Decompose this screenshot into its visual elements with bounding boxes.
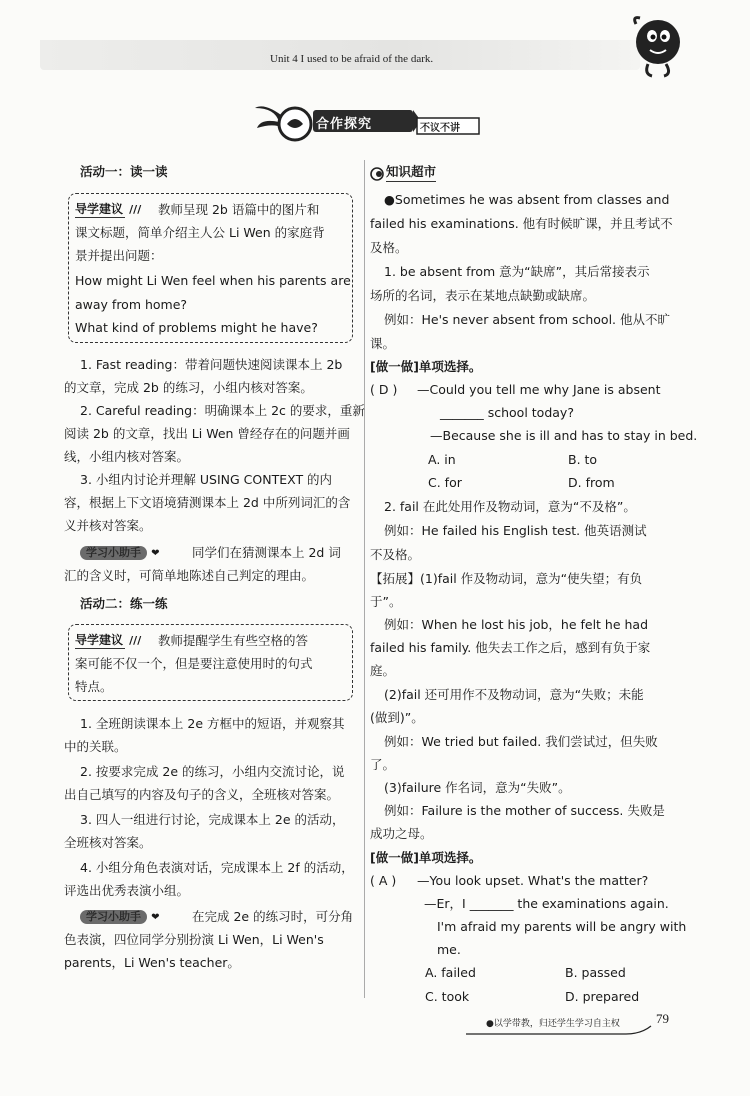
ext-line: (做到)”。 — [370, 710, 424, 725]
heart-icon: ❤ — [151, 548, 160, 559]
question-line: _______ school today? — [440, 405, 574, 420]
intro-line: failed his examinations. 他有时候旷课，并且考试不 — [370, 216, 673, 231]
page-number: 79 — [656, 1011, 669, 1026]
step-line: 阅读 2b 的文章，找出 Li Wen 曾经存在的问题并画 — [64, 426, 350, 441]
footer-slogan: ●以学带教，归还学生学习自主权 — [486, 1019, 620, 1029]
helper1-line: 汇的含义时，可简单地陈述自己判定的理由。 — [64, 568, 315, 583]
question-text: —You look upset. What's the matter? — [417, 873, 649, 888]
activity1-title: 活动一：读一读 — [80, 164, 168, 179]
question-line: —Because she is ill and has to stay in bed. — [430, 428, 698, 443]
step-line: 2. Careful reading：明确课本上 2c 的要求，重新 — [80, 403, 365, 418]
option-a: A. in — [428, 452, 456, 467]
box2-line: 特点。 — [75, 679, 113, 694]
column-divider — [364, 160, 365, 998]
helper-tag-1: 学习小助手 — [80, 546, 147, 560]
box1-line: 景并提出问题： — [75, 248, 163, 263]
exercise-heading: [做一做]单项选择。 — [370, 359, 482, 374]
box1-line: away from home? — [75, 297, 188, 312]
helper1-line: 同学们在猜测课本上 2d 词 — [192, 545, 341, 560]
question-line: —Er，I _______ the examinations again. — [424, 896, 669, 911]
mascot-icon — [630, 12, 686, 80]
p1-line: 1. be absent from 意为“缺席”，其后常接表示 — [384, 264, 650, 279]
option-d: D. from — [568, 475, 615, 490]
option-d: D. prepared — [565, 989, 640, 1004]
helper2-line: 在完成 2e 的练习时，可分角 — [192, 909, 354, 924]
step-line: 评选出优秀表演小组。 — [64, 883, 190, 898]
helper-tag-2: 学习小助手 — [80, 910, 147, 924]
box1-line: 课文标题，简单介绍主人公 Li Wen 的家庭背 — [75, 225, 325, 240]
option-b: B. passed — [565, 965, 626, 980]
guide-tag-1: 导学建议 — [75, 202, 124, 216]
step-line: 4. 小组分角色表演对话，完成课本上 2f 的活动， — [80, 860, 354, 875]
p1-line: 场所的名词，表示在某地点缺勤或缺席。 — [370, 288, 596, 303]
step-line: 全班核对答案。 — [64, 835, 152, 850]
answer-mark: ( A ) — [370, 873, 397, 888]
ext-line: (2)fail 还可用作不及物动词，意为“失败；未能 — [384, 687, 644, 702]
step-line: 3. 小组内讨论并理解 USING CONTEXT 的内 — [80, 472, 333, 487]
helper2-line: parents，Li Wen's teacher。 — [64, 955, 240, 970]
banner-label: 合作探究 — [316, 117, 373, 132]
p2-line: 2. fail 在此处用作及物动词，意为“不及格”。 — [384, 499, 636, 514]
slash-icon: /// — [129, 203, 142, 216]
option-c: C. for — [428, 475, 462, 490]
ext-line: (3)failure 作名词，意为“失败”。 — [384, 780, 571, 795]
question-line: I'm afraid my parents will be angry with — [437, 919, 687, 934]
ext-line: 例如：When he lost his job，he felt he had — [384, 617, 649, 632]
ext-line: failed his family. 他失去工作之后，感到有负于家 — [370, 640, 651, 655]
ext-line: 成功之母。 — [370, 826, 433, 841]
p2-line: 不及格。 — [370, 547, 421, 562]
question-line: me. — [437, 942, 461, 957]
helper2-line: 色表演，四位同学分别扮演 Li Wen，Li Wen's — [64, 932, 324, 947]
ext-line: 例如：Failure is the mother of success. 失败是 — [384, 803, 665, 818]
ext-line: 【拓展】(1)fail 作及物动词，意为“使失望；有负 — [370, 571, 643, 586]
ext-line: 于”。 — [370, 594, 402, 609]
step-line: 出自己填写的内容及句子的含义，全班核对答案。 — [64, 787, 340, 802]
step-line: 2. 按要求完成 2e 的练习，小组内交流讨论，说 — [80, 764, 345, 779]
ext-line: 庭。 — [370, 663, 396, 678]
option-c: C. took — [425, 989, 470, 1004]
step-line: 1. 全班朗读课本上 2e 方框中的短语，并观察其 — [80, 716, 345, 731]
ext-line: 了。 — [370, 757, 396, 772]
guide-tag-2: 导学建议 — [75, 633, 124, 647]
section-title: 知识超市 — [386, 163, 436, 182]
unit-title: Unit 4 I used to be afraid of the dark. — [270, 53, 434, 65]
p1-line: 例如：He's never absent from school. 他从不旷 — [384, 312, 671, 327]
slash-icon: /// — [129, 634, 142, 647]
heart-icon: ❤ — [151, 912, 160, 923]
box1-line: How might Li Wen feel when his parents are — [75, 273, 351, 288]
step-line: 义并核对答案。 — [64, 518, 152, 533]
box2-line: 案可能不仅一个，但是要注意使用时的句式 — [75, 656, 313, 671]
box1-line: 教师呈现 2b 语篇中的图片和 — [158, 202, 320, 217]
answer-mark: ( D ) — [370, 382, 398, 397]
option-b: B. to — [568, 452, 598, 467]
ext-line: 例如：We tried but failed. 我们尝试过，但失败 — [384, 734, 658, 749]
step-line: 3. 四人一组进行讨论，完成课本上 2e 的活动， — [80, 812, 345, 827]
intro-line: 及格。 — [370, 240, 408, 255]
question-text: —Could you tell me why Jane is absent — [417, 382, 661, 397]
option-a: A. failed — [425, 965, 476, 980]
p2-line: 例如：He failed his English test. 他英语测试 — [384, 523, 647, 538]
p1-line: 课。 — [370, 336, 396, 351]
intro-line: ●Sometimes he was absent from classes and — [384, 192, 670, 207]
step-line: 的文章，完成 2b 的练习，小组内核对答案。 — [64, 380, 313, 395]
activity2-title: 活动二：练一练 — [80, 596, 168, 611]
step-line: 1. Fast reading：带着问题快速阅读课本上 2b — [80, 357, 343, 372]
box1-line: What kind of problems might he have? — [75, 320, 318, 335]
step-line: 线，小组内核对答案。 — [64, 449, 190, 464]
banner-sub: 不议不讲 — [420, 123, 460, 134]
section-bullet-icon — [370, 167, 384, 181]
exercise-heading-2: [做一做]单项选择。 — [370, 850, 482, 865]
box2-line: 教师提醒学生有些空格的答 — [158, 633, 309, 648]
step-line: 中的关联。 — [64, 739, 127, 754]
step-line: 容，根据上下文语境猜测课本上 2d 中所列词汇的含 — [64, 495, 351, 510]
